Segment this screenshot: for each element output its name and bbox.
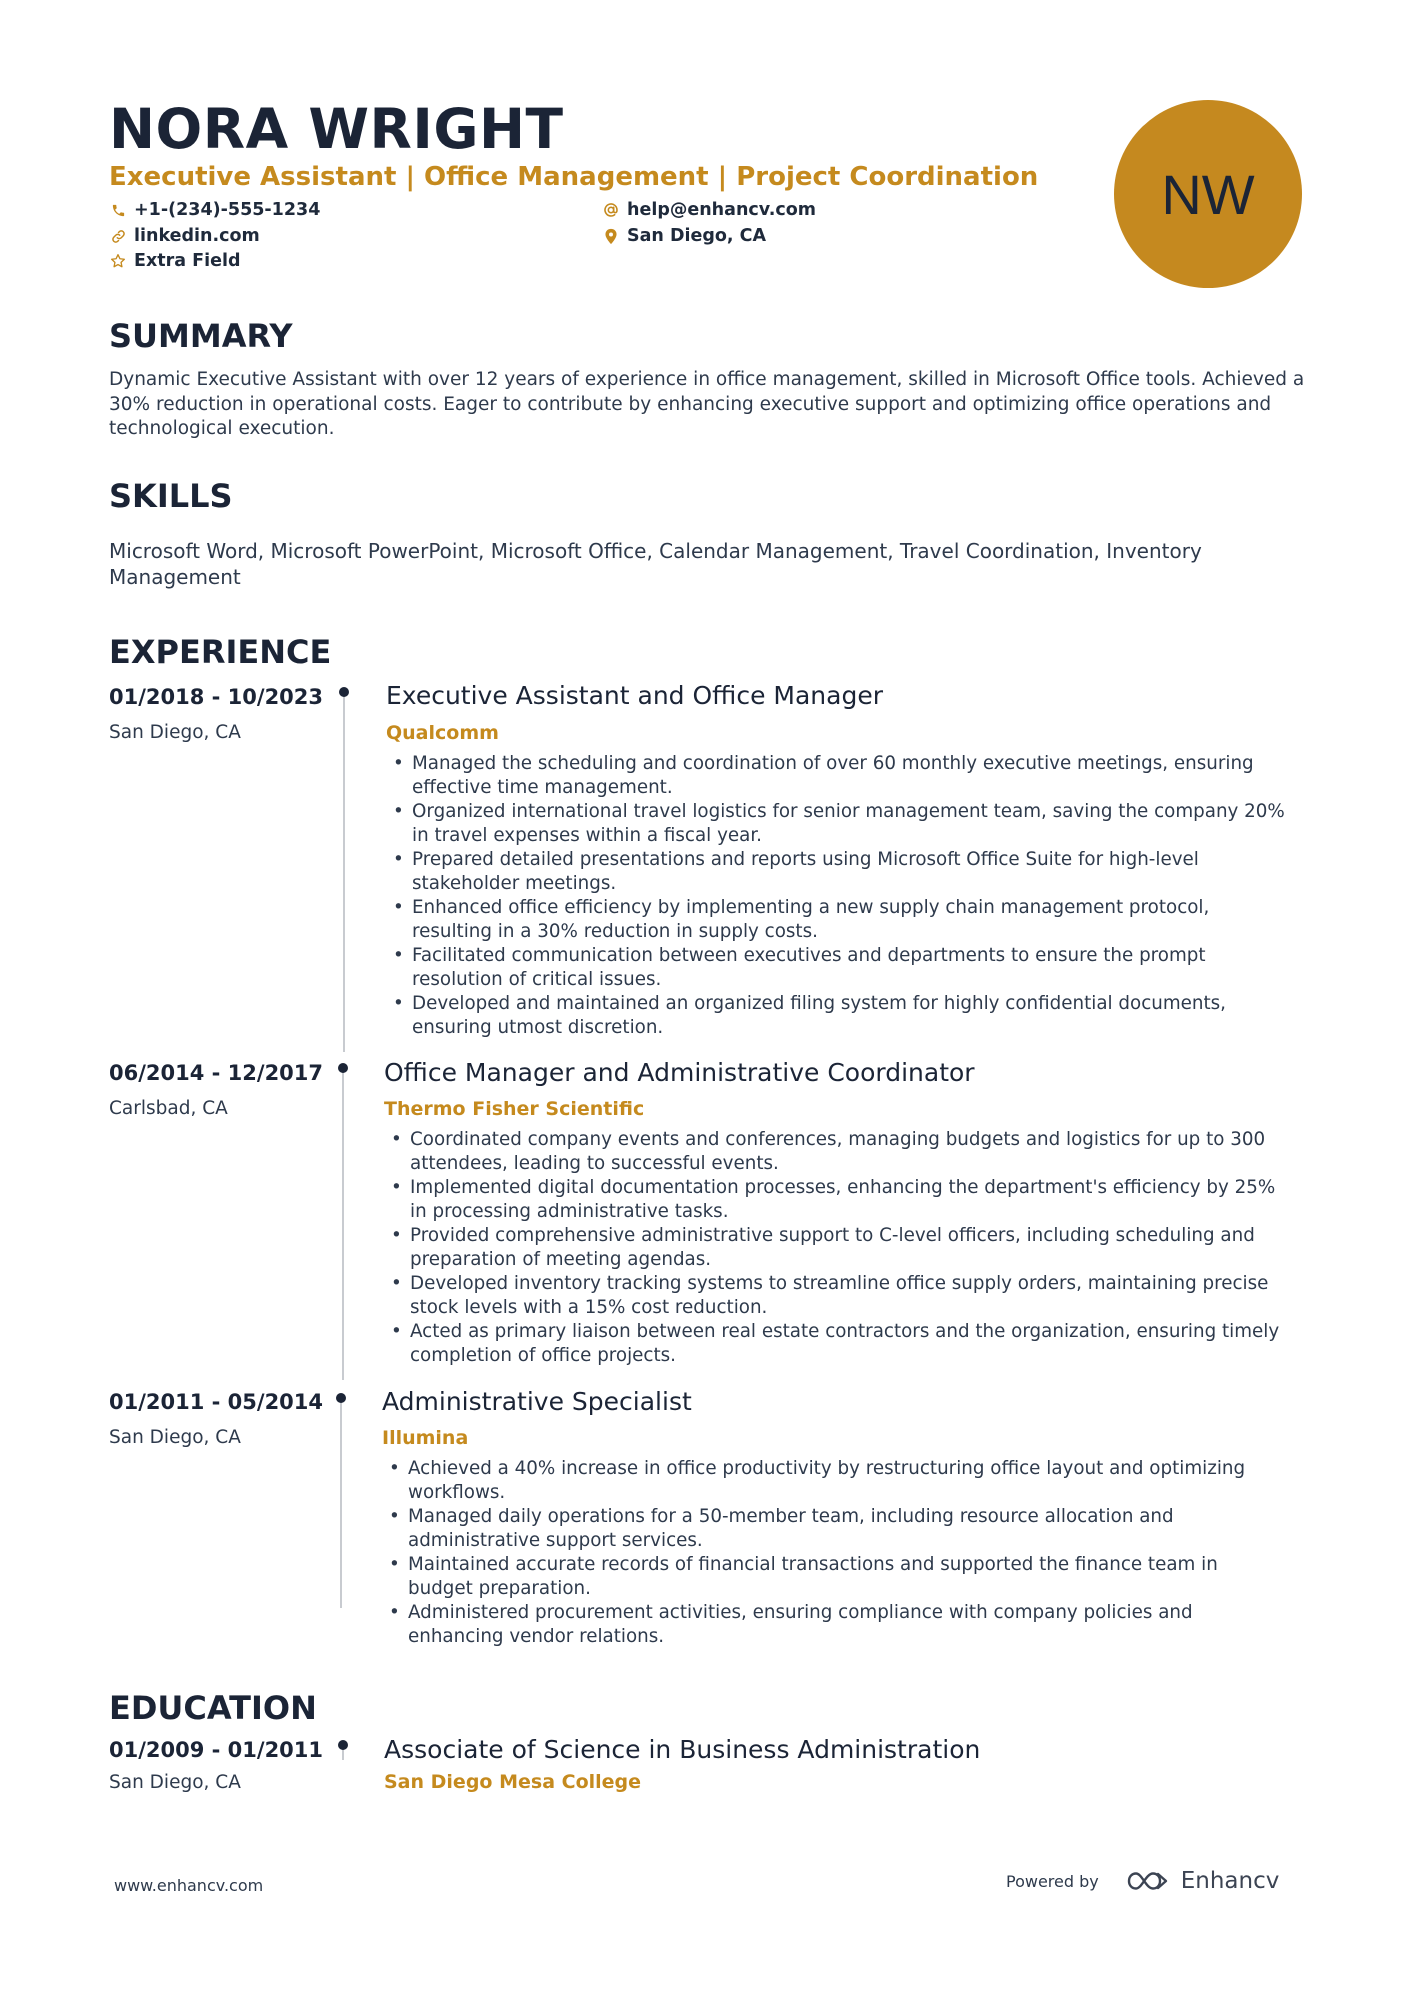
experience-bullets bbox=[388, 1128, 1288, 1368]
experience-date: 06/2014 - 12/2017 bbox=[109, 1061, 324, 1085]
enhancv-logo-icon bbox=[1125, 1869, 1171, 1893]
experience-location: San Diego, CA bbox=[109, 722, 241, 743]
education-heading: EDUCATION bbox=[109, 1689, 317, 1727]
phone-icon bbox=[109, 201, 127, 219]
experience-job-title: Executive Assistant and Office Manager bbox=[386, 681, 883, 710]
list-item: • Managed the scheduling and coordination of over 60 monthly executive meetings, ensuring effective time management. bbox=[390, 752, 1290, 800]
timeline-line bbox=[342, 1068, 344, 1380]
extra-text: Extra Field bbox=[134, 251, 241, 271]
skills-heading: SKILLS bbox=[109, 477, 233, 515]
location-text: San Diego, CA bbox=[627, 226, 767, 246]
candidate-name: NORA WRIGHT bbox=[109, 97, 564, 161]
experience-location: Carlsbad, CA bbox=[109, 1098, 228, 1119]
contact-phone[interactable] bbox=[109, 198, 320, 222]
list-item: • Prepared detailed presentations and reports using Microsoft Office Suite for high-level stakeholder meetings. bbox=[390, 848, 1290, 896]
brand-name: Enhancv bbox=[1180, 1868, 1280, 1894]
experience-date: 01/2011 - 05/2014 bbox=[109, 1390, 324, 1414]
timeline-dot bbox=[338, 1740, 348, 1750]
timeline-line bbox=[340, 1398, 342, 1608]
contact-location bbox=[602, 224, 766, 248]
phone-text: +1-(234)-555-1234 bbox=[134, 200, 321, 220]
list-item: • Organized international travel logistics for senior management team, saving the company 20% in travel expenses within a fiscal year. bbox=[390, 800, 1290, 848]
list-item: • Maintained accurate records of financial transactions and supported the finance team in budget preparation. bbox=[386, 1553, 1286, 1601]
timeline-dot bbox=[339, 687, 349, 697]
list-item: • Coordinated company events and conferences, managing budgets and logistics for up to 300 attendees, leading to successful events. bbox=[388, 1128, 1288, 1176]
timeline-dot bbox=[336, 1393, 346, 1403]
at-icon bbox=[602, 201, 620, 219]
summary-text: Dynamic Executive Assistant with over 12 years of experience in office management, skilled in Microsoft Office tools. Achieved a 30% reduction in operational costs. Eager to contribute by enhancing executive support and optimizing office operations and technological execution. bbox=[109, 369, 1305, 439]
map-pin-icon bbox=[602, 227, 620, 245]
timeline-dot bbox=[338, 1063, 348, 1073]
experience-company: Qualcomm bbox=[386, 722, 499, 744]
avatar: NW bbox=[1114, 100, 1302, 288]
experience-location: San Diego, CA bbox=[109, 1427, 241, 1448]
contact-email[interactable] bbox=[602, 198, 816, 222]
experience-company: Thermo Fisher Scientific bbox=[384, 1098, 645, 1120]
list-item: • Enhanced office efficiency by implementing a new supply chain management protocol, resulting in a 30% reduction in supply costs. bbox=[390, 896, 1290, 944]
skills-text: Microsoft Word, Microsoft PowerPoint, Microsoft Office, Calendar Management, Travel Coordination, Inventory Management bbox=[109, 539, 1202, 589]
contact-info bbox=[109, 198, 929, 278]
experience-bullets bbox=[390, 752, 1290, 1040]
list-item: • Acted as primary liaison between real estate contractors and the organization, ensuring timely completion of office projects. bbox=[388, 1320, 1288, 1368]
education-school: San Diego Mesa College bbox=[384, 1771, 642, 1793]
education-degree: Associate of Science in Business Administration bbox=[384, 1735, 981, 1764]
link-icon bbox=[109, 227, 127, 245]
footer-website[interactable]: www.enhancv.com bbox=[114, 1876, 264, 1895]
list-item: • Provided comprehensive administrative support to C-level officers, including scheduling and preparation of meeting agendas. bbox=[388, 1224, 1288, 1272]
list-item: • Managed daily operations for a 50-member team, including resource allocation and administrative support services. bbox=[386, 1505, 1286, 1553]
list-item: • Achieved a 40% increase in office productivity by restructuring office layout and optimizing workflows. bbox=[386, 1457, 1286, 1505]
contact-linkedin[interactable] bbox=[109, 224, 260, 248]
list-item: • Developed and maintained an organized filing system for highly confidential documents, ensuring utmost discretion. bbox=[390, 992, 1290, 1040]
education-date: 01/2009 - 01/2011 bbox=[109, 1738, 324, 1762]
education-location: San Diego, CA bbox=[109, 1772, 241, 1793]
list-item: • Developed inventory tracking systems to streamline office supply orders, maintaining precise stock levels with a 15% cost reduction. bbox=[388, 1272, 1288, 1320]
experience-date: 01/2018 - 10/2023 bbox=[109, 685, 324, 709]
list-item: • Facilitated communication between executives and departments to ensure the prompt resolution of critical issues. bbox=[390, 944, 1290, 992]
footer-branding bbox=[1006, 1868, 1279, 1894]
candidate-headline: Executive Assistant | Office Management | Project Coordination bbox=[109, 162, 1039, 192]
list-item: • Implemented digital documentation processes, enhancing the department's efficiency by 25% in processing administrative tasks. bbox=[388, 1176, 1288, 1224]
contact-extra bbox=[109, 249, 241, 273]
experience-job-title: Office Manager and Administrative Coordinator bbox=[384, 1058, 975, 1087]
experience-heading: EXPERIENCE bbox=[109, 633, 332, 671]
experience-bullets bbox=[386, 1457, 1286, 1649]
email-text: help@enhancv.com bbox=[627, 200, 817, 220]
powered-by-text: Powered by bbox=[1006, 1871, 1099, 1891]
experience-job-title: Administrative Specialist bbox=[382, 1387, 692, 1416]
linkedin-text: linkedin.com bbox=[134, 226, 260, 246]
timeline-line bbox=[343, 692, 345, 1052]
enhancv-logo bbox=[1125, 1868, 1280, 1894]
summary-heading: SUMMARY bbox=[109, 317, 293, 355]
list-item: • Administered procurement activities, ensuring compliance with company policies and enhancing vendor relations. bbox=[386, 1601, 1286, 1649]
star-icon bbox=[109, 252, 127, 270]
experience-company: Illumina bbox=[382, 1427, 469, 1449]
